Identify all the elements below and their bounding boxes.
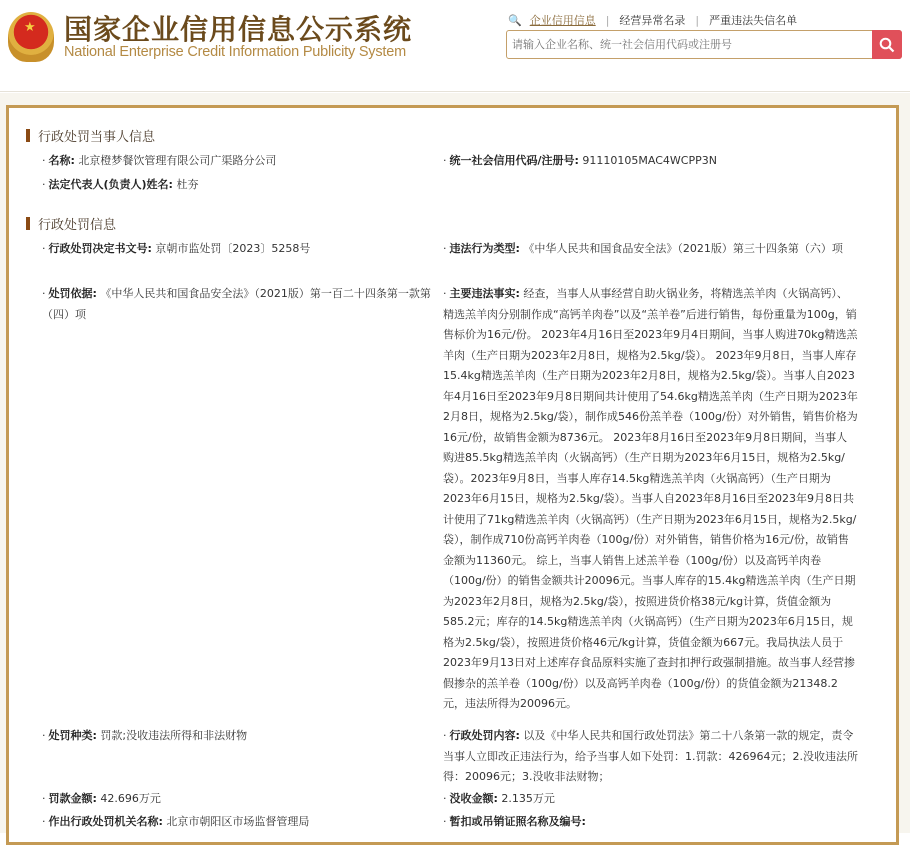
field-value: 经查，当事人从事经营自助火锅业务，将精选羔羊肉（火锅高钙）、精选羔羊肉分别制作成“高钙羊肉卷”以及“羔羊卷”后进行销售，每份重量为100g，销售标价为16元/份。 2023年4月16日至2023年9月4日期间，当事人购进70kg精选羔羊肉（生产日期为2023年2月8日，规格为2.5kg/袋）。 2023年9月8日，当事人库存15.4kg精选羔羊肉（生产日期为2023年2月8日，规格为2.5kg/袋）。当事人自2023年4月16日至2023年9月8日期间共计使用了54.6kg精选羔羊肉（生产日期为2023年2月8日，规格为2.5kg/袋），制作成546份羔羊卷（100g/份）对外销售，销售价格为16元/份，故销售金额为8736元。 2023年8月16日至2023年9月8日期间，当事人购进85.5kg精选羔羊肉（火锅高钙）（生产日期为2023年6月15日，规格为2.5kg/袋）。2023年9月8日，当事人库存14.5kg精选羔羊肉（火锅高钙）（生产日期为2023年6月15日，规格为2.5kg/袋）。当事人自2023年8月16日至2023年9月8日共计使用了71kg精选羔羊肉（火锅高钙）（生产日期为2023年6月15日，规格为2.5kg/袋），制作成710份高钙羊肉卷（100g/份）对外销售，销售价格为16元/份，故销售金额为11360元。 综上，当事人销售上述羔羊卷（100g/份）以及高钙羊肉卷（100g/份）的销售金额共计20096元。当事人库存的15.4kg精选羔羊肉（生产日期为2023年2月8日，规格为2.5kg/袋），按照进货价格38元/kg计算，货值金额为585.2元；库存的14.5kg精选羔羊肉（火锅高钙）（生产日期为2023年6月15日，规格为2.5kg/袋），按照进货价格46元/kg计算，货值金额为667元。我局执法人员于2023年9月13日对上述库存食品原料实施了查封扣押行政强制措施。故当事人经营掺假掺杂的羔羊卷（100g/份）以及高钙羊肉卷（100g/份）的货值金额为21348.2元，违法所得为20096元。 xyxy=(443,287,858,710)
field-label: 法定代表人(负责人)姓名: xyxy=(48,178,173,191)
field-license: · 暂扣或吊销证照名称及编号: xyxy=(443,815,586,828)
field-value: 42.696万元 xyxy=(100,792,161,805)
field-label: 处罚依据: xyxy=(48,287,97,300)
field-value: 杜夯 xyxy=(176,178,199,191)
field-penalty-kind: · 处罚种类: 罚款;没收违法所得和非法财物 xyxy=(42,729,248,742)
field-value: 以及《中华人民共和国行政处罚法》第二十八条第一款的规定，责令当事人立即改正违法行为，给予当事人如下处罚：1.罚款：426964元；2.没收违法所得：20096元；3.没收非法财物； xyxy=(443,729,858,783)
field-value: 京朝市监处罚〔2023〕5258号 xyxy=(155,242,311,255)
site-header xyxy=(0,0,910,92)
section-title-text: 行政处罚当事人信息 xyxy=(38,130,156,145)
field-label: 行政处罚决定书文号: xyxy=(48,242,152,255)
field-authority: · 作出行政处罚机关名称: 北京市朝阳区市场监督管理局 xyxy=(42,815,310,828)
field-label: 罚款金额: xyxy=(48,792,97,805)
field-value: 北京市朝阳区市场监督管理局 xyxy=(166,815,310,828)
field-value: 北京橙梦餐饮管理有限公司广渠路分公司 xyxy=(78,154,277,167)
logo-title-cn: 国家企业信用信息公示系统 xyxy=(64,13,413,46)
field-value: 91110105MAC4WCPP3N xyxy=(582,154,717,167)
field-label: 作出行政处罚机关名称: xyxy=(48,815,163,828)
field-fine-amount: · 罚款金额: 42.696万元 xyxy=(42,792,161,805)
nav-credit-info[interactable]: 企业信用信息 xyxy=(529,14,596,27)
field-label: 主要违法事实: xyxy=(449,287,520,300)
search-input[interactable] xyxy=(507,31,867,58)
field-value: 《中华人民共和国食品安全法》（2021版）第一百二十四条第一款第（四）项 xyxy=(42,287,431,321)
search-button[interactable] xyxy=(872,30,902,59)
field-label: 统一社会信用代码/注册号: xyxy=(449,154,579,167)
nav-blacklist[interactable]: 严重违法失信名单 xyxy=(709,14,798,27)
field-value: 罚款;没收违法所得和非法财物 xyxy=(100,729,248,742)
field-legal-rep: · 法定代表人(负责人)姓名: 杜夯 xyxy=(42,178,199,191)
field-value: 《中华人民共和国食品安全法》（2021版）第三十四条第（六）项 xyxy=(523,242,843,255)
field-value: 2.135万元 xyxy=(501,792,555,805)
field-label: 违法行为类型: xyxy=(449,242,520,255)
national-emblem-logo: ★ xyxy=(8,12,54,62)
divider: | xyxy=(695,13,700,27)
top-nav xyxy=(508,12,797,28)
section-title-party xyxy=(26,126,155,145)
field-label: 名称: xyxy=(48,154,75,167)
field-label: 处罚种类: xyxy=(48,729,97,742)
search-bar xyxy=(506,30,902,59)
logo-title-en: National Enterprise Credit Information Publicity System xyxy=(64,44,406,60)
field-confiscation-amount: · 没收金额: 2.135万元 xyxy=(443,792,555,805)
section-title-text: 行政处罚信息 xyxy=(38,218,117,233)
field-credit-code: · 统一社会信用代码/注册号: 91110105MAC4WCPP3N xyxy=(443,154,717,167)
field-label: 暂扣或吊销证照名称及编号: xyxy=(449,815,586,828)
search-icon: 🔍 xyxy=(508,13,522,27)
field-decision-no: · 行政处罚决定书文号: 京朝市监处罚〔2023〕5258号 xyxy=(42,242,311,255)
section-title-penalty xyxy=(26,214,116,233)
field-penalty-content: · 行政处罚内容: 以及《中华人民共和国行政处罚法》第二十八条第一款的规定，责令当事人立即改正违法行为，给予当事人如下处罚：1.罚款：426964元；2.没收违法所得：20096元；3.没收非法财物； xyxy=(443,729,858,783)
field-label: 没收金额: xyxy=(449,792,498,805)
field-label: 行政处罚内容: xyxy=(449,729,520,742)
search-icon xyxy=(879,37,895,53)
field-basis: · 处罚依据: 《中华人民共和国食品安全法》（2021版）第一百二十四条第一款第（四）项 xyxy=(42,287,431,321)
field-violation-type: · 违法行为类型: 《中华人民共和国食品安全法》（2021版）第三十四条第（六）项 xyxy=(443,242,843,255)
divider: | xyxy=(605,13,610,27)
nav-abnormal-list[interactable]: 经营异常名录 xyxy=(619,14,686,27)
field-main-facts: · 主要违法事实: 经查，当事人从事经营自助火锅业务，将精选羔羊肉（火锅高钙）、精选羔羊肉分别制作成“高钙羊肉卷”以及“羔羊卷”后进行销售，每份重量为100g，销售标价为16元/份。 2023年4月16日至2023年9月4日期间，当事人购进70kg精选羔羊肉（生产日期为2023年2月8日，规格为2.5kg/袋）。 2023年9月8日，当事人库存15.4kg精选羔羊肉（生产日期为2023年2月8日，规格为2.5kg/袋）。当事人自2023年4月16日至2023年9月8日期间共计使用了54.6kg精选羔羊肉（生产日期为2023年2月8日，规格为2.5kg/袋），制作成546份羔羊卷（100g/份）对外销售，销售价格为16元/份，故销售金额为8736元。 2023年8月16日至2023年9月8日期间，当事人购进85.5kg精选羔羊肉（火锅高钙）（生产日期为2023年6月15日，规格为2.5kg/袋）。2023年9月8日，当事人库存14.5kg精选羔羊肉（火锅高钙）（生产日期为2023年6月15日，规格为2.5kg/袋）。当事人自2023年8月16日至2023年9月8日共计使用了71kg精选羔羊肉（火锅高钙）（生产日期为2023年6月15日，规格为2.5kg/袋），制作成710份高钙羊肉卷（100g/份）对外销售，销售价格为16元/份，故销售金额为11360元。 综上，当事人销售上述羔羊卷（100g/份）以及高钙羊肉卷（100g/份）的销售金额共计20096元。当事人库存的15.4kg精选羔羊肉（生产日期为2023年2月8日，规格为2.5kg/袋），按照进货价格38元/kg计算，货值金额为585.2元；库存的14.5kg精选羔羊肉（火锅高钙）（生产日期为2023年6月15日，规格为2.5kg/袋），按照进货价格46元/kg计算，货值金额为667元。我局执法人员于2023年9月13日对上述库存食品原料实施了查封扣押行政强制措施。故当事人经营掺假掺杂的羔羊卷（100g/份）以及高钙羊肉卷（100g/份）的货值金额为21348.2元，违法所得为20096元。 xyxy=(443,287,858,710)
field-name: · 名称: 北京橙梦餐饮管理有限公司广渠路分公司 xyxy=(42,154,277,167)
